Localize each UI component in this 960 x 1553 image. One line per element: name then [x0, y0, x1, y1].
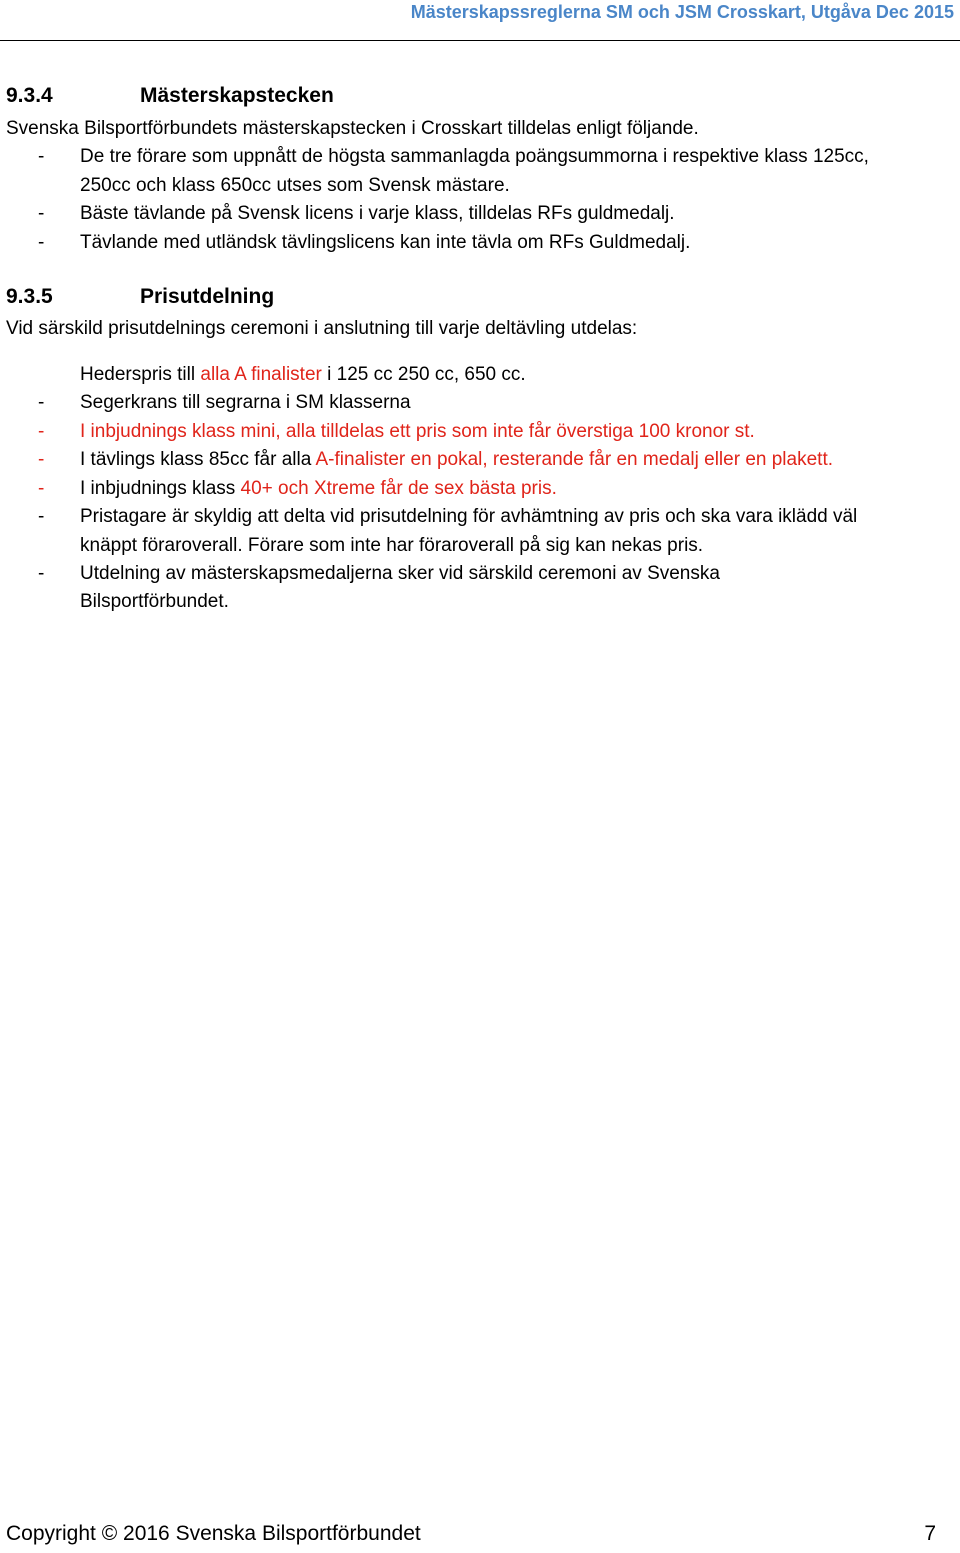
bullet-dash: - [38, 203, 45, 224]
bullet-text: Utdelning av mästerskapsmedaljerna sker vid särskild ceremoni av Svenska [80, 563, 720, 584]
bullet-dash: - [38, 449, 45, 470]
bullet-text: I inbjudnings klass mini, alla tilldelas ett pris som inte får överstiga 100 kronor st. [80, 421, 755, 442]
bullet-text: Pristagare är skyldig att delta vid prisutdelning för avhämtning av pris och ska vara iklädd väl [80, 506, 858, 527]
bullet-dash: - [38, 506, 45, 527]
running-header: Mästerskapssreglerna SM och JSM Crosskart, Utgåva Dec 2015 [410, 2, 954, 22]
section-title: Mästerskapstecken [140, 84, 334, 107]
text-run-red: 40+ och Xtreme får de sex bästa pris. [240, 478, 557, 499]
text-run-red: alla A finalister [200, 364, 322, 385]
bullet-text: Bilsportförbundet. [80, 591, 229, 612]
bullet-text: Bäste tävlande på Svensk licens i varje klass, tilldelas RFs guldmedalj. [80, 203, 675, 224]
section-heading-935 [6, 285, 274, 309]
section-intro: Svenska Bilsportförbundets mästerskapstecken i Crosskart tilldelas enligt följande. [6, 118, 699, 139]
bullet-dash: - [38, 146, 45, 167]
bullet-text: Segerkrans till segrarna i SM klasserna [80, 392, 411, 413]
bullet-dash: - [38, 563, 45, 584]
bullet-text [80, 475, 557, 504]
bullet-text [80, 446, 833, 475]
page-number: 7 [924, 1522, 936, 1545]
section-number: 9.3.4 [6, 84, 53, 107]
footer-copyright: Copyright © 2016 Svenska Bilsportförbundet [6, 1522, 421, 1545]
text-run-red: A-finalister en pokal, resterande får en medalj eller en plakett. [315, 449, 833, 470]
section-heading-934 [6, 84, 334, 108]
bullet-dash: - [38, 478, 45, 499]
bullet-text: Tävlande med utländsk tävlingslicens kan inte tävla om RFs Guldmedalj. [80, 232, 691, 253]
bullet-text: knäppt föraroverall. Förare som inte har föraroverall på sig kan nekas pris. [80, 535, 704, 556]
text-run: I inbjudnings klass [80, 478, 241, 499]
text-run: I tävlings klass 85cc får alla [80, 449, 316, 470]
header-rule [0, 40, 960, 41]
text-run: Hederspris till [80, 364, 201, 385]
text-run: i 125 cc 250 cc, 650 cc. [321, 364, 526, 385]
section-number: 9.3.5 [6, 285, 53, 308]
bullet-dash: - [38, 232, 45, 253]
section-title: Prisutdelning [140, 285, 275, 308]
bullet-dash: - [38, 421, 45, 442]
bullet-dash: - [38, 392, 45, 413]
section-intro: Vid särskild prisutdelnings ceremoni i anslutning till varje deltävling utdelas: [6, 318, 638, 339]
hederspris-line [80, 361, 526, 390]
bullet-text: 250cc och klass 650cc utses som Svensk mästare. [80, 175, 510, 196]
bullet-text: De tre förare som uppnått de högsta sammanlagda poängsummorna i respektive klass 125cc, [80, 146, 869, 167]
